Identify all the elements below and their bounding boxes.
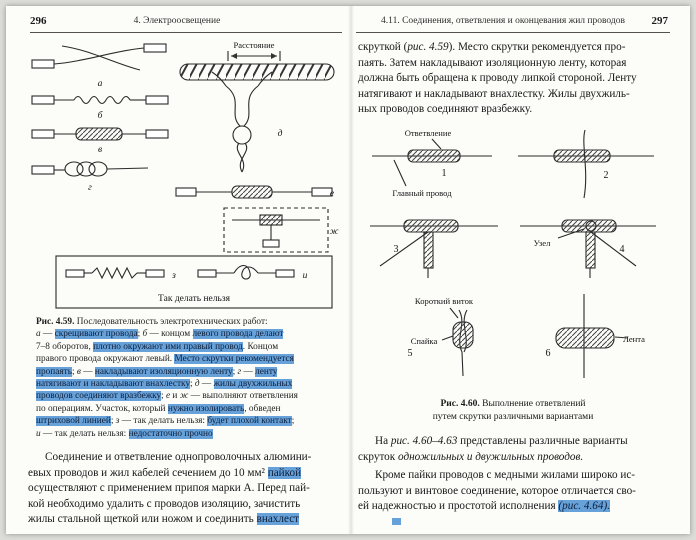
distance-label: Расстояние <box>233 40 275 50</box>
figure-4-60-caption <box>378 398 648 424</box>
tape-label: Лента <box>623 334 645 344</box>
body-line <box>358 499 672 515</box>
diagram-a-crossed-wires <box>32 44 166 70</box>
label-i: и <box>302 271 308 281</box>
text-segment: жилы стальной щеткой или ножом и соединить <box>28 513 257 526</box>
text-segment: 7–8 оборотов, <box>36 341 94 352</box>
header-rule-left <box>30 32 342 33</box>
text-segment: ленту <box>255 366 278 377</box>
body-text-right-2 <box>358 434 672 465</box>
text-segment: — выполняют ответвления <box>188 391 298 402</box>
text-segment: ; <box>71 366 77 377</box>
text-segment: внахлест <box>256 513 300 526</box>
diagram-d-braid <box>212 72 272 172</box>
text-segment: правого провода окружают левый. <box>36 354 175 365</box>
header-rule-right <box>356 32 670 33</box>
warning-label: Так делать нельзя <box>158 294 230 304</box>
text-segment: Рис. 4.60. <box>440 399 483 409</box>
body-line <box>358 87 672 103</box>
text-segment: — <box>40 329 55 340</box>
body-text-left <box>28 450 342 528</box>
label-a: а <box>97 79 103 89</box>
body-text-right-3 <box>358 468 672 515</box>
variant-6 <box>556 294 628 378</box>
running-title-left: 4. Электроосвещение <box>133 16 221 26</box>
caption-line <box>36 353 332 365</box>
variant-5 <box>442 308 473 376</box>
variant-number-3: 3 <box>393 244 399 255</box>
text-segment: в <box>76 366 81 377</box>
body-line <box>358 71 672 87</box>
text-segment: евых проводов и жил кабелей сечением до 10 мм² <box>28 466 268 479</box>
text-segment: осуществляют с применением припоя марки А. Перед пай- <box>28 482 310 495</box>
text-segment: Последовательность электротехнических работ: <box>76 317 268 327</box>
label-g: г <box>88 183 92 193</box>
caption-line <box>36 390 332 402</box>
body-line <box>358 468 672 484</box>
diagram-e-joint <box>176 186 335 199</box>
variant-number-4: 4 <box>619 244 625 255</box>
figure-4-59-illustration <box>28 38 340 312</box>
branch-label: Ответвление <box>404 128 452 138</box>
text-segment: натягивают и накладывают внахлестку. Жилы двухжиль- <box>358 87 630 100</box>
text-segment: скрещивают провода <box>54 329 138 340</box>
diagram-b-twist <box>32 96 168 104</box>
text-segment: недостаточно прочно <box>128 428 213 439</box>
text-segment: ж <box>179 391 189 402</box>
text-segment: Соединение и ответвление однопроволочных алюмини- <box>45 451 312 463</box>
text-segment: путем скрутки различными вариантами <box>432 412 594 422</box>
caption-line <box>36 328 332 340</box>
text-segment: пайкой <box>267 466 302 479</box>
knot-label: Узел <box>533 238 551 248</box>
text-segment: натягивают и накладывают внахлестку <box>36 379 190 390</box>
caption-line <box>378 411 648 424</box>
main-wire-label: Главный провод <box>392 188 452 198</box>
body-line <box>28 481 342 497</box>
diagram-v-taped-joint <box>32 128 168 140</box>
body-line <box>28 512 342 528</box>
body-line <box>358 40 672 56</box>
variant-number-1: 1 <box>441 168 447 179</box>
text-segment: ; <box>110 416 116 427</box>
text-segment: , обведен <box>244 403 281 414</box>
text-segment: ; <box>161 391 166 402</box>
text-segment: ей надежностью и простотой исполнения <box>358 500 559 513</box>
text-segment: накладывают изоляционную ленту <box>94 366 233 377</box>
figure-4-60-illustration <box>362 126 662 386</box>
label-v: в <box>97 145 103 155</box>
text-segment: Кроме пайки проводов с медными жилами широко ис- <box>375 469 636 481</box>
text-segment: кой необходимо удалить с проводов изоляцию, зачистить <box>28 497 301 510</box>
text-segment: . Концом <box>242 341 279 352</box>
text-segment: г <box>237 366 242 377</box>
variant-number-5: 5 <box>407 348 413 359</box>
page-number-left: 296 <box>30 15 47 27</box>
text-segment: (рис. 4.64). <box>558 500 610 513</box>
text-segment: паять. Затем накладывают изоляционную ленту, которая <box>358 56 627 69</box>
text-segment: ; <box>291 416 295 427</box>
text-segment: ных проводов соединяют вразбежку. <box>358 103 533 116</box>
text-segment: ; <box>137 329 143 340</box>
solder-label: Спайка <box>410 336 438 346</box>
page-right <box>348 6 690 534</box>
variant-1 <box>372 139 492 186</box>
variant-3 <box>370 220 498 278</box>
text-segment: жилы двухжильных <box>213 379 293 390</box>
text-segment: Место скрутки рекомендуется <box>174 354 294 365</box>
text-segment: должна быть обращена к проводу липкой стороной. Ленту <box>358 72 637 85</box>
book-spread <box>6 6 690 534</box>
text-segment: — <box>80 366 95 377</box>
variant-2 <box>518 130 654 198</box>
text-segment: — так делать нельзя: <box>40 428 129 439</box>
label-b: б <box>97 111 103 121</box>
body-line <box>358 56 672 72</box>
text-segment: — <box>241 366 256 377</box>
text-segment: по операциям. Участок, который <box>36 403 168 414</box>
text-segment: Выполнение ответвлений <box>482 399 586 409</box>
diagram-zh-branch <box>224 208 328 252</box>
text-segment: и <box>36 428 41 439</box>
diagram-g-coil <box>32 162 148 176</box>
label-d: д <box>277 129 283 139</box>
text-segment: скруткой ( <box>358 41 408 53</box>
text-segment: Рис. 4.59. <box>36 317 77 327</box>
body-line <box>28 497 342 513</box>
caption-line <box>36 366 332 378</box>
text-segment: будет плохой контакт <box>207 416 292 427</box>
text-segment: пользуют и винтовое соединение, которое отличается сво- <box>358 484 636 497</box>
variant-number-6: 6 <box>545 348 551 359</box>
distance-measure <box>180 51 334 80</box>
caption-line <box>36 316 332 328</box>
highlight-artifact <box>392 518 401 525</box>
text-segment: На <box>375 435 391 447</box>
body-line <box>358 434 672 450</box>
caption-line <box>36 403 332 415</box>
page-number-right: 297 <box>651 15 668 27</box>
text-segment: д <box>194 379 200 390</box>
text-segment: левого провода делают <box>192 329 284 340</box>
text-segment: представлены различные варианты <box>457 435 628 447</box>
label-z: з <box>172 271 176 281</box>
label-zh: ж <box>329 227 339 237</box>
text-segment: скруток <box>358 450 399 463</box>
text-segment: проводов соединяют вразбежку <box>36 391 162 402</box>
text-segment: б <box>142 329 148 340</box>
text-segment: рис. 4.59 <box>407 41 449 53</box>
body-line <box>358 450 672 466</box>
text-segment: — <box>199 379 214 390</box>
body-line <box>28 450 342 466</box>
text-segment: одножильных и двужильных проводов. <box>398 450 584 463</box>
text-segment: — концом <box>147 329 193 340</box>
text-segment: — так делать нельзя: <box>119 416 208 427</box>
page-left <box>6 6 348 534</box>
text-segment: з <box>115 416 120 427</box>
variant-number-2: 2 <box>603 170 609 181</box>
caption-line <box>36 428 332 440</box>
text-segment: рис. 4.60–4.63 <box>390 435 458 447</box>
caption-line <box>378 398 648 411</box>
caption-line <box>36 415 332 427</box>
body-line <box>358 484 672 500</box>
text-segment: штриховой линией <box>36 416 111 427</box>
text-segment: нужно изолировать <box>167 403 245 414</box>
text-segment: пропаять <box>36 366 72 377</box>
text-segment: е <box>165 391 171 402</box>
page-seam <box>348 6 354 534</box>
running-title-right: 4.11. Соединения, ответвления и оконцевания жил проводов <box>381 16 625 26</box>
text-segment: и <box>170 391 180 402</box>
caption-line <box>36 378 332 390</box>
text-segment: ; <box>189 379 195 390</box>
body-line <box>28 466 342 482</box>
text-segment: ). Место скрутки рекомендуется про- <box>448 41 626 53</box>
caption-line <box>36 341 332 353</box>
figure-4-59-caption <box>36 316 332 440</box>
label-e: е <box>329 189 335 199</box>
text-segment: плотно окружают ими правый провод <box>93 341 243 352</box>
variant-4 <box>520 220 656 278</box>
short-turn-label: Короткий виток <box>414 296 474 306</box>
text-segment: а <box>36 329 41 340</box>
body-text-right-1 <box>358 40 672 118</box>
text-segment: ; <box>232 366 238 377</box>
body-line <box>358 102 672 118</box>
